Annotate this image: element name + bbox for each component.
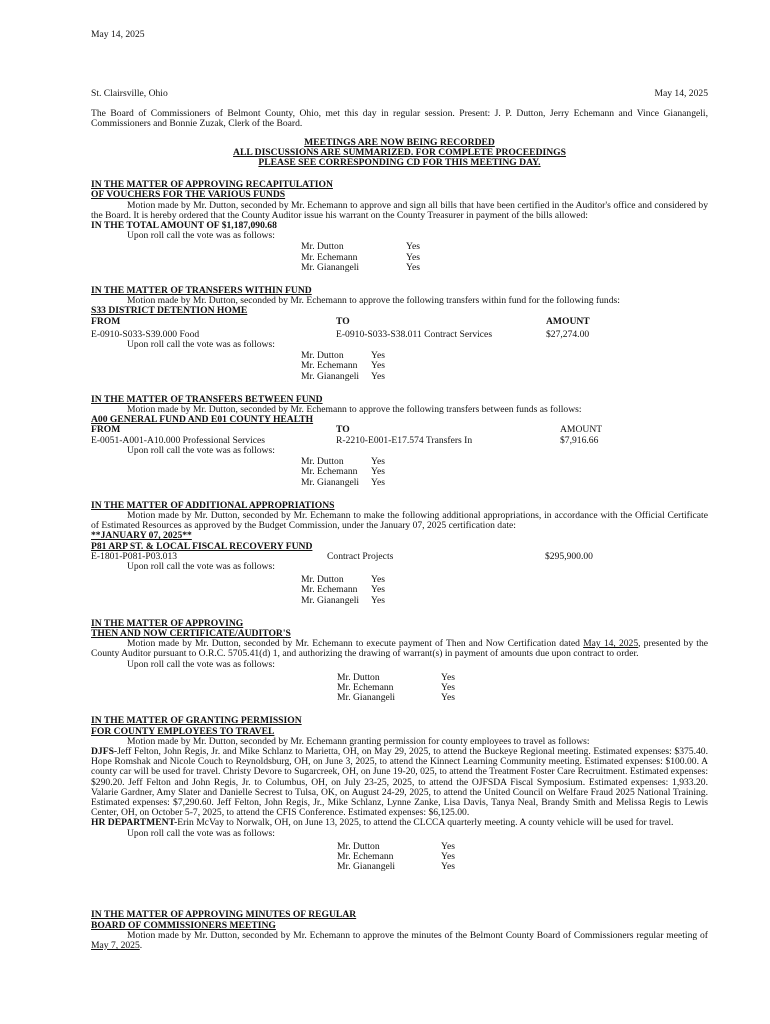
roll-call-label: Upon roll call the vote was as follows: xyxy=(127,230,275,242)
motion-text: Motion made by Mr. Dutton, seconded by Mr. Echemann to make the following additional appropriations, in accordance with the Official Certificate of Estimated Resources as approved by the Budget Commission, under the January 07, 2025 certification date: xyxy=(91,509,708,532)
roll-call-label: Upon roll call the vote was as follows: xyxy=(127,827,275,839)
vote-row: Mr. Dutton Yes xyxy=(301,350,385,362)
section-heading: BOARD OF COMMISSIONERS MEETING xyxy=(91,919,276,931)
section-then-and-now xyxy=(91,619,708,704)
section-heading: IN THE MATTER OF TRANSFERS BETWEEN FUND xyxy=(91,393,323,405)
vote-row: Mr. Dutton Yes xyxy=(301,241,420,253)
fund-name: A00 GENERAL FUND AND E01 COUNTY HEALTH xyxy=(91,414,314,426)
vote-list xyxy=(337,842,708,873)
vote-row: Mr. Gianangeli Yes xyxy=(337,692,455,704)
vote-list xyxy=(301,242,708,273)
roll-call-label: Upon roll call the vote was as follows: xyxy=(127,339,275,351)
vote-list xyxy=(301,457,708,488)
vote-row: Mr. Gianangeli Yes xyxy=(301,261,420,273)
vote-row: Mr. Gianangeli Yes xyxy=(301,370,385,382)
vote-row: Mr. Echemann Yes xyxy=(337,851,455,862)
section-heading: FOR COUNTY EMPLOYEES TO TRAVEL xyxy=(91,725,275,737)
vote-row: Mr. Echemann Yes xyxy=(301,466,385,478)
meeting-date: May 14, 2025 xyxy=(654,88,708,99)
motion-text: Motion made by Mr. Dutton, seconded by Mr. Echemann to approve and sign all bills that have been certified in the Auditor's office and considered by the Board. It is hereby ordered that the County Auditor issue his warrant on the County Treasurer in payment of the bills allowed: xyxy=(91,199,708,221)
section-heading: IN THE MATTER OF ADDITIONAL APPROPRIATIONS xyxy=(91,499,335,511)
vote-list xyxy=(337,673,708,704)
section-approve-minutes xyxy=(91,910,708,951)
motion-text: Motion made by Mr. Dutton, seconded by Mr. Echemann to approve the following transfers within fund for the following funds: xyxy=(127,295,620,307)
section-heading: IN THE MATTER OF TRANSFERS WITHIN FUND xyxy=(91,285,312,297)
section-transfers-within-fund xyxy=(91,286,708,382)
section-heading: OF VOUCHERS FOR THE VARIOUS FUNDS xyxy=(91,189,286,201)
notice-line: MEETINGS ARE NOW BEING RECORDED xyxy=(304,136,495,148)
total-amount: IN THE TOTAL AMOUNT OF $1,187,090.68 xyxy=(91,220,277,232)
dateline xyxy=(91,89,708,99)
intro-paragraph: The Board of Commissioners of Belmont County, Ohio, met this day in regular session. Present: J. P. Dutton, Jerry Echemann and Vince Gianangeli, Commissioners and Bonnie Zuzak, Clerk of the Board. xyxy=(91,108,708,130)
roll-call-label: Upon roll call the vote was as follows: xyxy=(127,444,275,456)
appropriation-row: E-1801-P081-P03.013 Contract Projects $295,900.00 xyxy=(91,550,593,562)
vote-row: Mr. Dutton Yes xyxy=(337,671,455,683)
djfs-travel-text: DJFS-Jeff Felton, John Regis, Jr. and Mike Schlanz to Marietta, OH, on May 29, 2025, to attend the Buckeye Regional meeting. Estimated expenses: $375.40. Hope Romshak and Nicole Couch to Reynoldsburg, OH, on June 3, 2025, to attend the Kinnect Learning Community meeting. Estimated expenses: $100.00. A county car will be used for travel. Christy Devore to Sugarcreek, OH, on June 19-20, 025, to attend the Treatment Foster Care Recruitment. Estimated expenses: $290.20. Jeff Felton and John Regis, Jr. to Columbus, OH, on July 23-25, 2025, to attend the OJFSDA Fiscal Symposium. Estimated expenses: 1,933.20. Valarie Gardner, Amy Slater and Danielle Secrest to Tulsa, OK, on August 24-29, 2025, to attend the United Council on Welfare Fraud 2025 National Training. Estimated expenses: $7,290.60. Jeff Felton, John Regis, Jr., Mike Schlanz, Lynne Zanke, Lisa Davis, Tanya Neal, Brandy Smith and Melissa Regis to Lewis Center, OH, on October 5-7, 2025, to attend the CFIS Conference. Estimated expenses: $6,125.00. xyxy=(91,745,708,819)
motion-text: Motion made by Mr. Dutton, seconded by Mr. Echemann to approve the minutes of the Belmont County Board of Commissioners regular meeting of May 7, 2025. xyxy=(91,929,708,952)
vote-row: Mr. Gianangeli Yes xyxy=(301,594,385,606)
fund-name: S33 DISTRICT DETENTION HOME xyxy=(91,305,248,317)
roll-call-label: Upon roll call the vote was as follows: xyxy=(127,560,275,572)
motion-text: Motion made by Mr. Dutton, seconded by Mr. Echemann to execute payment of Then and Now Certification dated May 14, 2025, presented by the County Auditor pursuant to O.R.C. 5705.41(d) 1, and authorizing the drawing of warrant(s) in payment of amounts due upon contract to order. xyxy=(91,638,709,660)
section-transfers-between-fund xyxy=(91,395,708,488)
vote-list xyxy=(301,575,708,606)
vote-row: Mr. Echemann Yes xyxy=(301,360,385,372)
section-heading: IN THE MATTER OF APPROVING MINUTES OF REGULAR xyxy=(91,909,357,921)
fund-name: P81 ARP ST. & LOCAL FISCAL RECOVERY FUND xyxy=(91,540,313,552)
section-heading: IN THE MATTER OF APPROVING RECAPITULATION xyxy=(91,179,333,191)
section-heading: THEN AND NOW CERTIFICATE/AUDITOR'S xyxy=(91,627,291,639)
transfer-table-header: FROM TO AMOUNT xyxy=(91,315,590,327)
certification-date: **JANUARY 07, 2025** xyxy=(91,530,192,542)
notice-line: ALL DISCUSSIONS ARE SUMMARIZED. FOR COMPLETE PROCEEDINGS xyxy=(233,146,566,158)
vote-row: Mr. Gianangeli Yes xyxy=(337,861,455,873)
vote-row: Mr. Gianangeli Yes xyxy=(301,476,385,488)
recording-notice xyxy=(91,138,708,169)
vote-row: Mr. Dutton Yes xyxy=(301,574,385,586)
notice-line: PLEASE SEE CORRESPONDING CD FOR THIS MEETING DAY. xyxy=(258,157,541,169)
section-additional-appropriations xyxy=(91,501,708,606)
hr-travel-text: HR DEPARTMENT-Erin McVay to Norwalk, OH, on June 13, 2025, to attend the CLCCA quarterly meeting. A county vehicle will be used for travel. xyxy=(91,817,674,829)
vote-row: Mr. Echemann Yes xyxy=(301,251,420,263)
transfer-table-header: FROM TO AMOUNT xyxy=(91,424,603,436)
vote-row: Mr. Dutton Yes xyxy=(301,456,385,468)
page-header-date: May 14, 2025 xyxy=(91,29,145,40)
transfer-table-row: E-0051-A001-A10.000 Professional Services R-2210-E001-E17.574 Transfers In $7,916.66 xyxy=(91,434,599,446)
vote-row: Mr. Echemann Yes xyxy=(337,681,455,693)
minutes-document xyxy=(91,89,708,951)
motion-text: Motion made by Mr. Dutton, seconded by Mr. Echemann granting permission for county employees to travel as follows: xyxy=(127,735,590,747)
transfer-table-row: E-0910-S033-S39.000 Food E-0910-S033-S38.011 Contract Services $27,274.00 xyxy=(91,328,590,340)
minutes-date: May 7, 2025 xyxy=(91,940,140,952)
vote-row: Mr. Echemann Yes xyxy=(301,584,385,596)
motion-text: Motion made by Mr. Dutton, seconded by Mr. Echemann to approve the following transfers between funds as follows: xyxy=(127,404,582,416)
location: St. Clairsville, Ohio xyxy=(91,88,168,99)
vote-row: Mr. Dutton Yes xyxy=(337,840,455,852)
section-recapitulation xyxy=(91,180,708,273)
vote-list xyxy=(301,351,708,382)
certification-date: May 14, 2025 xyxy=(583,638,639,650)
roll-call-label: Upon roll call the vote was as follows: xyxy=(127,658,275,670)
section-heading: IN THE MATTER OF GRANTING PERMISSION xyxy=(91,715,302,727)
section-heading: IN THE MATTER OF APPROVING xyxy=(91,617,244,629)
section-employee-travel xyxy=(91,716,708,872)
